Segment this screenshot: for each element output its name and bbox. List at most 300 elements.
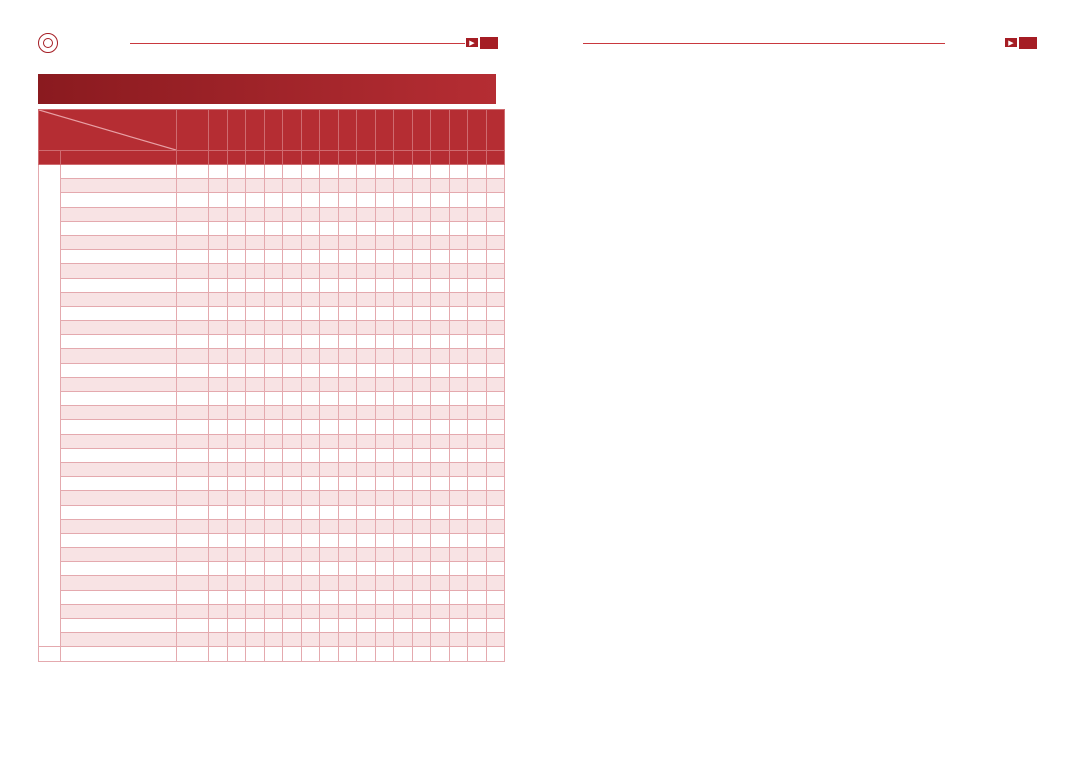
province-count [338, 349, 357, 363]
province-count [338, 533, 357, 547]
province-total [449, 151, 468, 165]
plan-count [177, 619, 209, 633]
province-count [412, 505, 431, 519]
province-count [264, 193, 283, 207]
province-count [449, 406, 468, 420]
table-row [39, 590, 505, 604]
province-count [468, 633, 487, 647]
province-count [412, 604, 431, 618]
province-count [338, 221, 357, 235]
province-count [301, 221, 320, 235]
province-count [246, 562, 265, 576]
table-row [39, 562, 505, 576]
province-count [486, 505, 505, 519]
province-count [227, 335, 246, 349]
province-count [486, 462, 505, 476]
province-count [431, 619, 450, 633]
province-count [357, 392, 376, 406]
province-count [375, 193, 394, 207]
province-count [468, 207, 487, 221]
province-count [375, 604, 394, 618]
province-count [320, 406, 339, 420]
province-count [357, 321, 376, 335]
province-count [227, 448, 246, 462]
province-count [209, 250, 228, 264]
province-count [394, 250, 413, 264]
province-count [412, 392, 431, 406]
province-count [264, 221, 283, 235]
province-count [209, 392, 228, 406]
province-count [301, 306, 320, 320]
province-count [320, 264, 339, 278]
level-cell [39, 165, 61, 647]
province-count [301, 235, 320, 249]
province-count [227, 619, 246, 633]
province-count [431, 264, 450, 278]
plan-count [177, 292, 209, 306]
province-count [283, 633, 302, 647]
province-count [375, 306, 394, 320]
province-count [338, 250, 357, 264]
table-row [39, 491, 505, 505]
plan-count [177, 491, 209, 505]
province-count [449, 207, 468, 221]
province-count [264, 533, 283, 547]
province-count [320, 576, 339, 590]
province-count [357, 264, 376, 278]
table-row [39, 377, 505, 391]
province-count [283, 306, 302, 320]
province-count [394, 448, 413, 462]
header-province [283, 110, 302, 151]
province-count [449, 590, 468, 604]
table-row [39, 448, 505, 462]
province-count [246, 590, 265, 604]
province-count [431, 420, 450, 434]
province-count [486, 235, 505, 249]
province-count [394, 505, 413, 519]
province-count [283, 462, 302, 476]
province-count [209, 562, 228, 576]
plan-count [177, 462, 209, 476]
province-count [394, 306, 413, 320]
province-count [320, 491, 339, 505]
province-count [486, 207, 505, 221]
province-count [449, 420, 468, 434]
province-count [264, 392, 283, 406]
province-count [227, 221, 246, 235]
province-count [468, 406, 487, 420]
province-count [209, 165, 228, 179]
table-row [39, 548, 505, 562]
province-count [375, 533, 394, 547]
province-count [468, 420, 487, 434]
province-count [301, 562, 320, 576]
province-count [394, 434, 413, 448]
header-rule-right [583, 43, 945, 44]
province-count [449, 647, 468, 661]
province-count [209, 434, 228, 448]
plan-count [177, 335, 209, 349]
province-count [320, 548, 339, 562]
province-count [468, 434, 487, 448]
table-row [39, 165, 505, 179]
major-name [61, 392, 177, 406]
province-count [227, 349, 246, 363]
province-count [412, 165, 431, 179]
province-count [227, 633, 246, 647]
plan-count [177, 349, 209, 363]
province-count [375, 278, 394, 292]
province-count [301, 477, 320, 491]
province-count [227, 193, 246, 207]
province-count [449, 321, 468, 335]
province-count [486, 349, 505, 363]
province-count [227, 179, 246, 193]
province-count [468, 533, 487, 547]
province-count [486, 363, 505, 377]
province-count [338, 321, 357, 335]
province-count [468, 335, 487, 349]
province-count [449, 519, 468, 533]
province-count [394, 278, 413, 292]
province-count [283, 392, 302, 406]
province-count [301, 462, 320, 476]
plan-count [177, 250, 209, 264]
province-count [301, 576, 320, 590]
province-count [486, 179, 505, 193]
province-count [320, 250, 339, 264]
province-total [357, 151, 376, 165]
province-count [246, 179, 265, 193]
province-count [375, 165, 394, 179]
province-count [264, 250, 283, 264]
province-count [209, 193, 228, 207]
province-count [209, 306, 228, 320]
province-count [375, 235, 394, 249]
province-count [394, 264, 413, 278]
table-row [39, 519, 505, 533]
province-count [468, 604, 487, 618]
province-count [227, 377, 246, 391]
province-count [320, 477, 339, 491]
major-name [61, 647, 177, 661]
province-count [486, 477, 505, 491]
province-count [264, 321, 283, 335]
plan-count [177, 548, 209, 562]
province-count [375, 477, 394, 491]
province-count [357, 477, 376, 491]
province-count [468, 576, 487, 590]
province-count [468, 477, 487, 491]
province-count [375, 349, 394, 363]
major-name [61, 576, 177, 590]
province-count [246, 420, 265, 434]
province-count [338, 207, 357, 221]
province-count [338, 165, 357, 179]
province-count [357, 576, 376, 590]
province-count [486, 264, 505, 278]
province-count [486, 406, 505, 420]
province-count [246, 406, 265, 420]
major-name [61, 562, 177, 576]
province-count [375, 250, 394, 264]
province-count [227, 235, 246, 249]
province-count [246, 548, 265, 562]
province-count [301, 519, 320, 533]
plan-count [177, 604, 209, 618]
province-count [412, 349, 431, 363]
plan-count [177, 306, 209, 320]
province-count [338, 448, 357, 462]
province-count [375, 548, 394, 562]
province-count [283, 590, 302, 604]
province-count [468, 278, 487, 292]
province-count [283, 250, 302, 264]
major-name [61, 519, 177, 533]
province-count [301, 406, 320, 420]
province-count [209, 505, 228, 519]
province-count [209, 235, 228, 249]
table-row [39, 633, 505, 647]
province-count [375, 462, 394, 476]
plan-count [177, 321, 209, 335]
major-name [61, 462, 177, 476]
province-count [357, 250, 376, 264]
province-count [394, 221, 413, 235]
table-row [39, 619, 505, 633]
province-count [246, 604, 265, 618]
province-count [486, 590, 505, 604]
province-count [283, 363, 302, 377]
major-name [61, 377, 177, 391]
province-count [394, 292, 413, 306]
province-count [394, 165, 413, 179]
page-number-left [480, 37, 498, 49]
province-count [283, 519, 302, 533]
province-count [431, 235, 450, 249]
province-count [357, 491, 376, 505]
province-count [246, 193, 265, 207]
province-count [394, 576, 413, 590]
province-count [449, 165, 468, 179]
province-count [283, 505, 302, 519]
province-count [283, 235, 302, 249]
province-count [357, 193, 376, 207]
province-count [320, 179, 339, 193]
province-count [412, 363, 431, 377]
province-count [394, 349, 413, 363]
province-count [431, 562, 450, 576]
major-name [61, 619, 177, 633]
province-count [357, 335, 376, 349]
header-province [357, 110, 376, 151]
province-count [320, 306, 339, 320]
total-plan-count [177, 151, 209, 165]
province-count [338, 278, 357, 292]
province-count [301, 349, 320, 363]
province-count [227, 533, 246, 547]
province-count [375, 434, 394, 448]
province-count [468, 392, 487, 406]
province-count [357, 505, 376, 519]
province-count [283, 377, 302, 391]
major-name [61, 335, 177, 349]
province-total [209, 151, 228, 165]
province-count [338, 392, 357, 406]
province-count [227, 207, 246, 221]
province-count [449, 505, 468, 519]
province-count [375, 576, 394, 590]
plan-count [177, 165, 209, 179]
province-count [227, 477, 246, 491]
header-province [468, 110, 487, 151]
province-count [412, 619, 431, 633]
plan-count [177, 264, 209, 278]
province-count [468, 377, 487, 391]
province-count [449, 377, 468, 391]
province-count [486, 221, 505, 235]
province-total [468, 151, 487, 165]
province-count [320, 335, 339, 349]
province-count [486, 604, 505, 618]
plan-count [177, 633, 209, 647]
province-count [301, 264, 320, 278]
province-count [449, 448, 468, 462]
table-row [39, 306, 505, 320]
province-count [338, 406, 357, 420]
province-count [412, 548, 431, 562]
school-seal-icon [38, 33, 58, 53]
province-count [264, 235, 283, 249]
province-count [486, 321, 505, 335]
table-row [39, 349, 505, 363]
header-province [301, 110, 320, 151]
plan-count [177, 179, 209, 193]
province-count [357, 533, 376, 547]
header-province [449, 110, 468, 151]
province-count [227, 548, 246, 562]
province-count [375, 392, 394, 406]
province-count [357, 207, 376, 221]
province-count [338, 505, 357, 519]
province-count [357, 278, 376, 292]
province-count [375, 377, 394, 391]
province-count [264, 647, 283, 661]
province-count [486, 306, 505, 320]
province-count [264, 377, 283, 391]
province-count [357, 292, 376, 306]
province-count [264, 576, 283, 590]
province-count [209, 590, 228, 604]
province-count [283, 193, 302, 207]
plan-count [177, 420, 209, 434]
major-name [61, 306, 177, 320]
province-count [283, 604, 302, 618]
table-row [39, 193, 505, 207]
province-count [412, 179, 431, 193]
province-count [449, 533, 468, 547]
province-count [283, 420, 302, 434]
major-name [61, 420, 177, 434]
province-count [209, 462, 228, 476]
province-count [301, 207, 320, 221]
province-count [209, 647, 228, 661]
province-count [209, 533, 228, 547]
header-province [394, 110, 413, 151]
flag-icon-right: ▶ [1005, 38, 1017, 47]
province-count [394, 548, 413, 562]
province-count [486, 193, 505, 207]
province-count [394, 477, 413, 491]
province-count [357, 363, 376, 377]
province-count [449, 250, 468, 264]
province-count [301, 505, 320, 519]
province-count [301, 250, 320, 264]
province-count [486, 278, 505, 292]
province-count [246, 278, 265, 292]
left-enrollment-table [38, 109, 505, 662]
province-count [338, 292, 357, 306]
province-count [357, 448, 376, 462]
province-count [412, 533, 431, 547]
province-count [320, 207, 339, 221]
province-count [375, 264, 394, 278]
province-count [301, 590, 320, 604]
province-count [449, 576, 468, 590]
province-count [412, 477, 431, 491]
province-count [338, 179, 357, 193]
table-row [39, 647, 505, 661]
province-count [320, 377, 339, 391]
left-header-row [39, 110, 505, 151]
province-count [431, 179, 450, 193]
province-count [301, 278, 320, 292]
province-count [431, 590, 450, 604]
province-count [338, 462, 357, 476]
province-count [449, 491, 468, 505]
province-count [264, 548, 283, 562]
province-count [468, 491, 487, 505]
province-count [375, 491, 394, 505]
province-count [412, 235, 431, 249]
province-count [431, 604, 450, 618]
province-count [209, 363, 228, 377]
province-count [209, 179, 228, 193]
major-name [61, 165, 177, 179]
province-count [357, 406, 376, 420]
province-count [357, 633, 376, 647]
province-count [375, 179, 394, 193]
major-name [61, 179, 177, 193]
province-count [431, 349, 450, 363]
province-count [431, 335, 450, 349]
header-province [412, 110, 431, 151]
province-count [431, 505, 450, 519]
province-count [449, 363, 468, 377]
province-count [394, 633, 413, 647]
plan-count [177, 576, 209, 590]
province-count [264, 604, 283, 618]
province-count [412, 519, 431, 533]
province-count [486, 519, 505, 533]
province-count [486, 392, 505, 406]
province-count [412, 590, 431, 604]
province-count [486, 377, 505, 391]
table-row [39, 264, 505, 278]
province-count [209, 278, 228, 292]
province-count [357, 221, 376, 235]
